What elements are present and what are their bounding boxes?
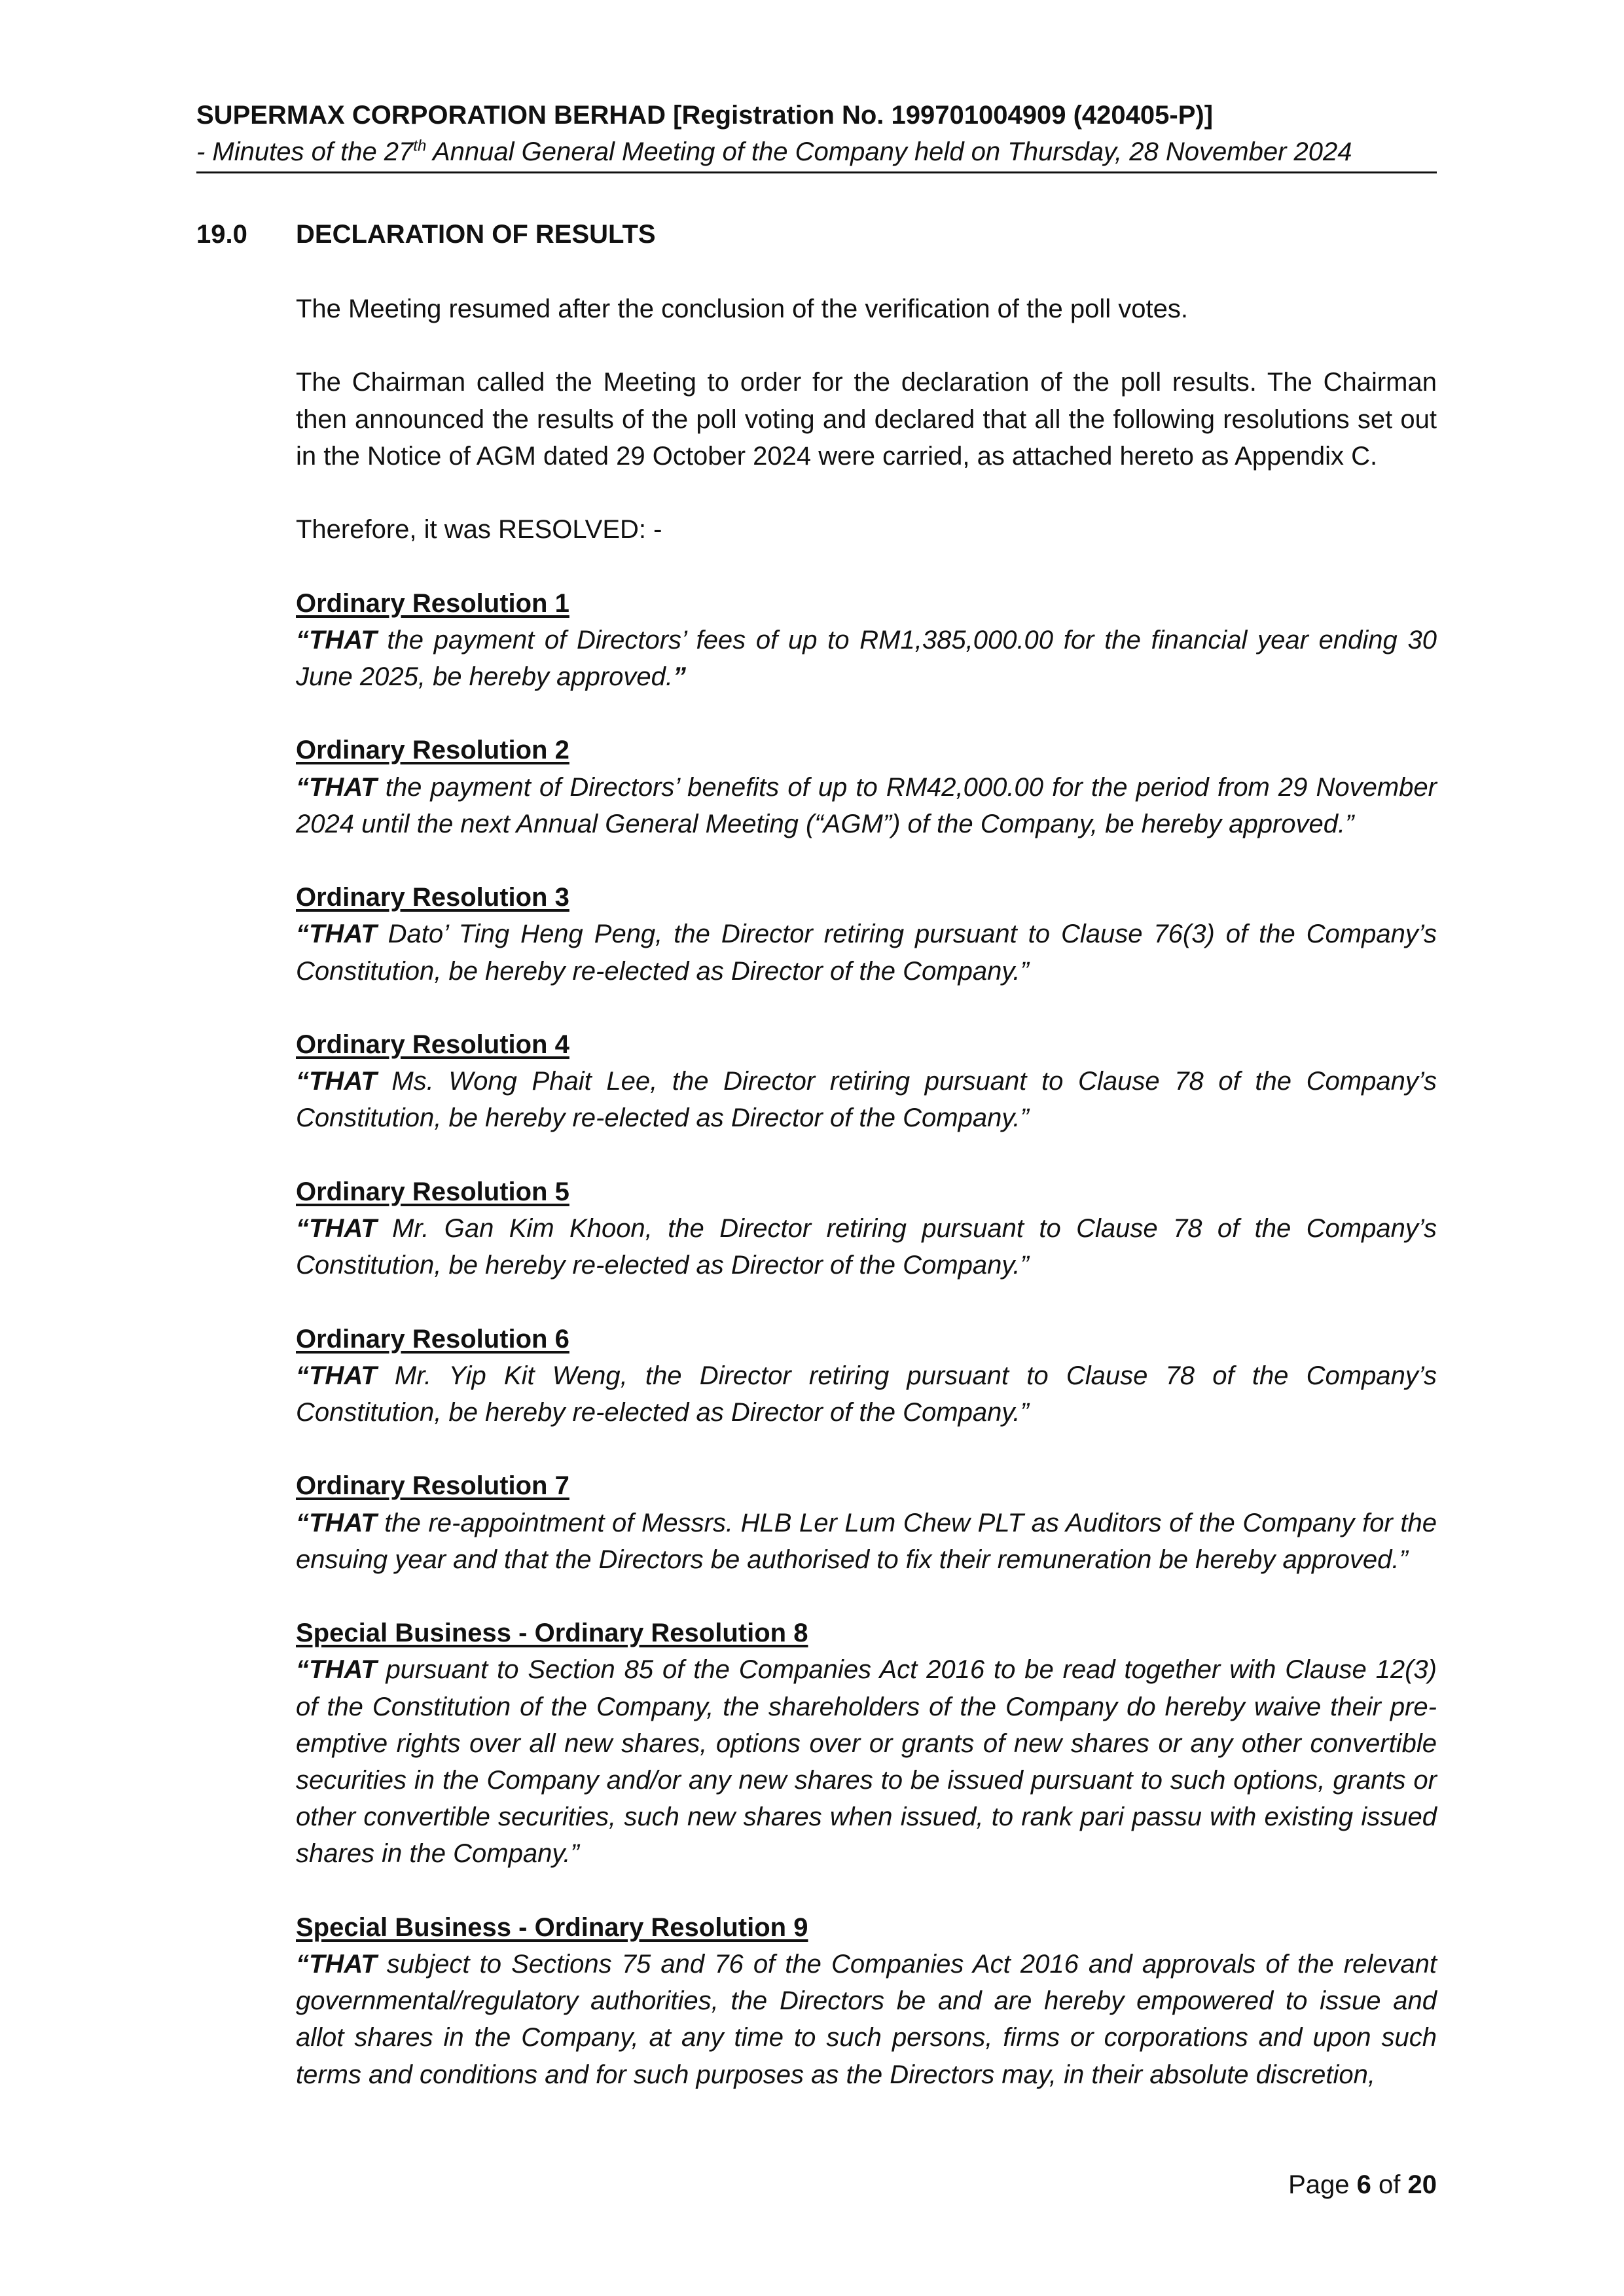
resolution-lead: “THAT [296,772,377,802]
resolution-text [296,1946,1437,2093]
resolution-title: Ordinary Resolution 3 [296,883,569,912]
paragraph: The Chairman called the Meeting to order for the declaration of the poll results. The Chairman then announced the results of the poll voting and declared that all the following resolutions set out in the Notice of AGM dated 29 October 2024 were carried, as attached hereto as Appendix C. [296,368,1437,471]
resolution-lead: “THAT [296,625,377,655]
resolution-2 [296,732,1437,842]
resolution-text [296,769,1437,842]
resolution-title: Ordinary Resolution 5 [296,1177,569,1206]
resolution-1 [296,585,1437,696]
resolution-text [296,1505,1437,1578]
resolution-text [296,1651,1437,1872]
resolution-title: Ordinary Resolution 7 [296,1471,569,1501]
page-of-label: of [1371,2170,1408,2199]
ordinal-suffix: th [413,137,427,155]
document-header [196,97,1437,170]
resolution-8 [296,1615,1437,1872]
document-body [296,291,1437,2093]
minutes-prefix: - Minutes of the 27 [196,137,414,166]
section-title: DECLARATION OF RESULTS [296,220,656,249]
resolution-title: Special Business - Ordinary Resolution 9 [296,1912,808,1942]
page-number [1288,2166,1437,2203]
resolution-lead: “THAT [296,920,377,949]
paragraph: The Meeting resumed after the conclusion of the verification of the poll votes. [296,295,1188,323]
header-divider [196,171,1437,173]
resolution-title: Ordinary Resolution 1 [296,588,569,618]
resolution-5 [296,1174,1437,1284]
resolution-7 [296,1467,1437,1578]
resolution-title: Ordinary Resolution 2 [296,736,569,765]
resolution-body: Ms. Wong Phait Lee, the Director retiring pursuant to Clause 78 of the Company’s Constitution, be hereby re-elected as Director of the Company.” [296,1067,1437,1133]
resolution-text [296,1357,1437,1431]
resolution-body: Dato’ Ting Heng Peng, the Director retiring pursuant to Clause 76(3) of the Company’s Constitution, be hereby re-elected as Director of the Company.” [296,920,1437,986]
page-label: Page [1288,2170,1357,2199]
resolution-lead: “THAT [296,1067,377,1096]
resolution-body: the payment of Directors’ benefits of up to RM42,000.00 for the period from 29 November 2024 until the next Annual General Meeting (“AGM”) of the Company, be hereby approved.” [296,772,1437,838]
resolution-3 [296,879,1437,990]
current-page: 6 [1356,2170,1371,2199]
resolution-lead: “THAT [296,1655,377,1685]
resolution-text [296,1063,1437,1136]
paragraph: Therefore, it was RESOLVED: - [296,515,662,545]
minutes-suffix: Annual General Meeting of the Company held on Thursday, 28 November 2024 [426,137,1352,166]
resolution-4 [296,1026,1437,1137]
minutes-subtitle [196,134,1437,170]
company-name: SUPERMAX CORPORATION BERHAD [Registration No. 199701004909 (420405-P)] [196,101,1214,130]
resolution-lead: “THAT [296,1361,377,1390]
resolution-text [296,622,1437,695]
resolution-body: Mr. Gan Kim Khoon, the Director retiring pursuant to Clause 78 of the Company’s Constitution, be hereby re-elected as Director of the Company.” [296,1213,1437,1280]
resolution-text [296,1210,1437,1283]
resolution-9 [296,1909,1437,2093]
resolution-6 [296,1321,1437,1431]
resolution-body: pursuant to Section 85 of the Companies Act 2016 to be read together with Clause 12(3) of the Constitution of the Company, the shareholders of the Company do hereby waive their pre-emptive rights over all new shares, options over or grants of new shares or any other convertible securities in the Company and/or any new shares to be issued pursuant to such options, grants or other convertible securities, such new shares when issued, to rank pari passu with existing issued shares in the Company.” [296,1655,1437,1869]
resolution-lead: “THAT [296,1949,377,1979]
resolution-title: Special Business - Ordinary Resolution 8 [296,1619,808,1648]
total-pages: 20 [1407,2170,1437,2199]
resolution-body: Mr. Yip Kit Weng, the Director retiring pursuant to Clause 78 of the Company’s Constitution, be hereby re-elected as Director of the Company.” [296,1361,1437,1427]
resolution-lead: “THAT [296,1508,377,1537]
resolution-lead: “THAT [296,1213,377,1243]
resolution-body: subject to Sections 75 and 76 of the Companies Act 2016 and approvals of the relevant governmental/regulatory authorities, the Directors be and are hereby empowered to issue and allot shares in the Company, at any time to such persons, firms or corporations and upon such terms and conditions and for such purposes as the Directors may, in their absolute discretion, [296,1949,1437,2089]
resolution-close-quote: ” [673,662,686,691]
resolution-text [296,916,1437,989]
resolution-title: Ordinary Resolution 4 [296,1030,569,1059]
resolution-body: the payment of Directors’ fees of up to RM1,385,000.00 for the financial year ending 30 June 2025, be hereby approved. [296,625,1437,691]
resolution-title: Ordinary Resolution 6 [296,1324,569,1354]
section-number: 19.0 [196,220,247,249]
resolution-body: the re-appointment of Messrs. HLB Ler Lum Chew PLT as Auditors of the Company for the ensuing year and that the Directors be authorised to fix their remuneration be hereby approved.” [296,1508,1437,1574]
